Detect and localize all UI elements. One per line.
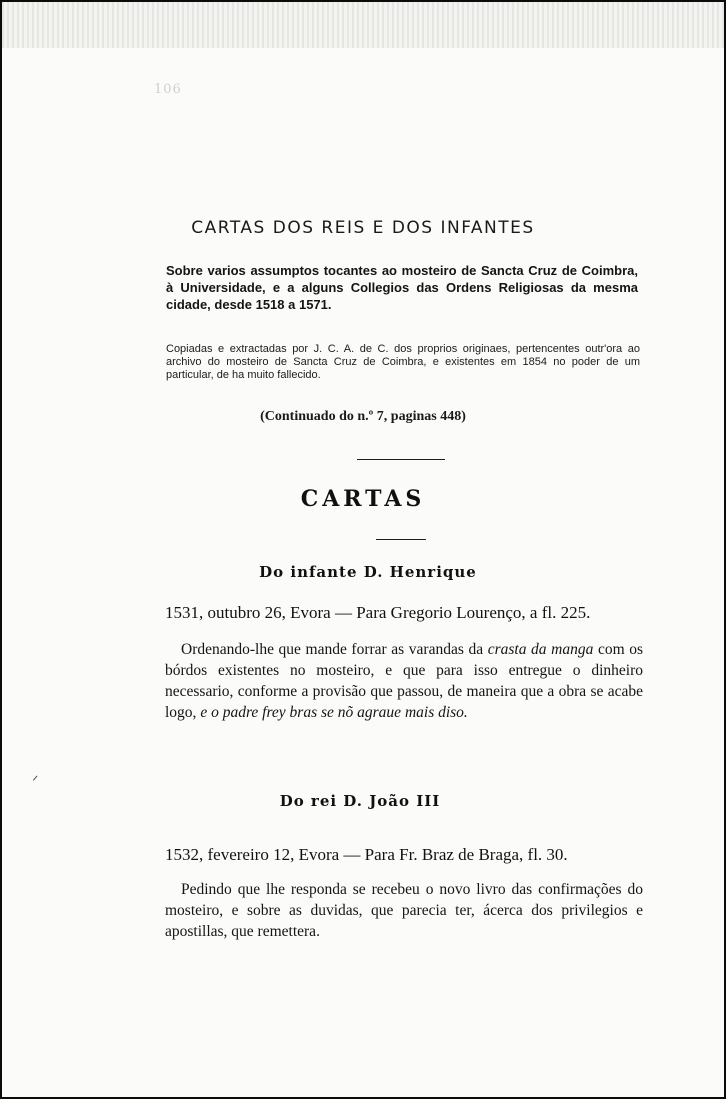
letter-heading: Do rei D. João III	[279, 792, 441, 810]
letter-body-text: Pedindo que lhe responda se recebeu o novo livro das confirmações do mosteiro, e sobre as duvidas, que parecia ter, ácerca dos privilegios e apostillas, que remettera.	[165, 881, 643, 940]
source-note: Copiadas e extractadas por J. C. A. de C. dos proprios originaes, pertencentes outr'ora ao archivo do mosteiro de Sancta Cruz de Coimbra, e existentes em 1854 no poder de um particular, de ha muito fallecido.	[166, 343, 640, 381]
page-subtitle: Sobre varios assumptos tocantes ao mosteiro de Sancta Cruz de Coimbra, à Universidade, e a alguns Collegios das Ordens Religiosas da mesma cidade, desde 1518 a 1571.	[166, 263, 638, 312]
letter-body-text: Ordenando-lhe que mande forrar as varandas da	[181, 641, 484, 658]
letter-entry: 1532, fevereiro 12, Evora — Para Fr. Braz de Braga, fl. 30.	[165, 845, 568, 864]
letter-body	[165, 639, 643, 723]
letter-body-italic: crasta da manga	[487, 641, 594, 658]
section-title: CARTAS	[300, 486, 426, 512]
letter-body	[165, 879, 643, 942]
scan-top-edge	[2, 2, 724, 48]
letter-heading: Do infante D. Henrique	[259, 563, 477, 581]
letter-entry: 1531, outubro 26, Evora — Para Gregorio Lourenço, a fl. 225.	[165, 603, 591, 622]
continued-note: (Continuado do n.º 7, paginas 448)	[260, 409, 466, 424]
letter-body-italic: e o padre frey bras se nõ agraue mais diso.	[200, 704, 468, 721]
page-number: 106	[154, 82, 182, 97]
page-title: CARTAS DOS REIS E DOS INFANTES	[191, 218, 535, 238]
divider-rule	[376, 539, 426, 540]
margin-mark	[33, 775, 42, 784]
divider-rule	[357, 459, 445, 460]
letter-body-text: com os bórdos existentes no mosteiro, e que para isso entregue o dinheiro necessario, conforme a provisão que passou, de maneira que a obra se acabe logo,	[165, 641, 644, 721]
